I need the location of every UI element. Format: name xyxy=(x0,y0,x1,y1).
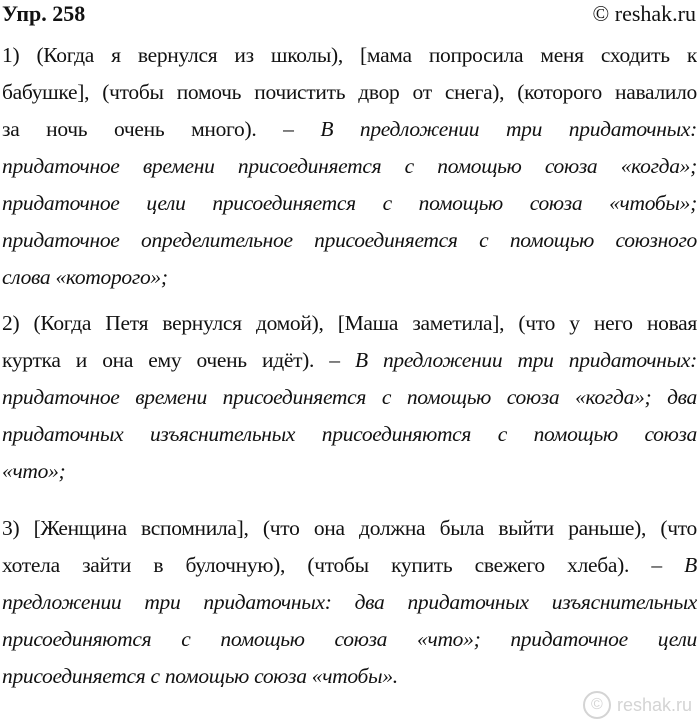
paragraph-gap xyxy=(2,493,697,513)
page-header xyxy=(2,0,696,30)
sentence-text: хотела зайти в булочную), (чтобы купить свежего хлеба). – xyxy=(2,553,685,577)
analysis-text: придаточное цели присоединяется с помощью союза «чтобы»; xyxy=(2,191,697,215)
sentence-text: 3) [Женщина вспомнила], (что она должна была выйти раньше), (что xyxy=(2,516,697,540)
text-line xyxy=(2,345,697,382)
analysis-text: придаточное времени присоединяется с помощью союза «когда»; xyxy=(2,154,697,178)
paragraph-gap xyxy=(2,299,697,308)
analysis-text: слова «которого»; xyxy=(2,265,168,289)
text-line xyxy=(2,513,697,550)
analysis-text: «что»; xyxy=(2,459,66,483)
text-line xyxy=(2,587,697,624)
sentence-text: 2) (Когда Петя вернулся домой), [Маша заметила], (что у него новая xyxy=(2,311,697,335)
text-line xyxy=(2,456,697,493)
answer-paragraph-2 xyxy=(2,308,697,493)
watermark xyxy=(583,690,692,720)
text-line xyxy=(2,225,697,262)
text-line xyxy=(2,151,697,188)
text-line xyxy=(2,188,697,225)
answer-paragraph-1 xyxy=(2,40,697,299)
text-line xyxy=(2,382,697,419)
text-line xyxy=(2,419,697,456)
sentence-text: за ночь очень много). – xyxy=(2,117,321,141)
text-line xyxy=(2,308,697,345)
analysis-text: В предложении три придаточных: xyxy=(354,348,697,372)
text-line xyxy=(2,77,697,114)
analysis-text: придаточное времени присоединяется с помощью союза «когда»; два xyxy=(2,385,697,409)
watermark-text: reshak.ru xyxy=(616,694,692,715)
sentence-text: бабушке], (чтобы помочь почистить двор от снега), (которого навалило xyxy=(2,80,697,104)
watermark-copyright-icon: © xyxy=(583,691,611,719)
text-line xyxy=(2,624,697,661)
copyright-label: © reshak.ru xyxy=(592,1,696,26)
answer-text xyxy=(2,40,697,698)
analysis-text: В xyxy=(684,553,697,577)
analysis-text: присоединяется с помощью союза «чтобы». xyxy=(2,664,398,688)
answer-paragraph-3 xyxy=(2,513,697,698)
analysis-text: В предложении три придаточных: xyxy=(320,117,697,141)
analysis-text: придаточных изъяснительных присоединяются с помощью союза xyxy=(2,422,697,446)
sentence-text: 1) (Когда я вернулся из школы), [мама попросила меня сходить к xyxy=(2,43,697,67)
text-line xyxy=(2,40,697,77)
sentence-text: куртка и она ему очень идёт). – xyxy=(2,348,355,372)
exercise-title: Упр. 258 xyxy=(2,1,86,26)
text-line xyxy=(2,114,697,151)
text-line xyxy=(2,262,697,299)
analysis-text: предложении три придаточных: два придаточных изъяснительных xyxy=(2,590,697,614)
analysis-text: придаточное определительное присоединяется с помощью союзного xyxy=(2,228,697,252)
analysis-text: присоединяются с помощью союза «что»; придаточное цели xyxy=(2,627,697,651)
text-line xyxy=(2,550,697,587)
